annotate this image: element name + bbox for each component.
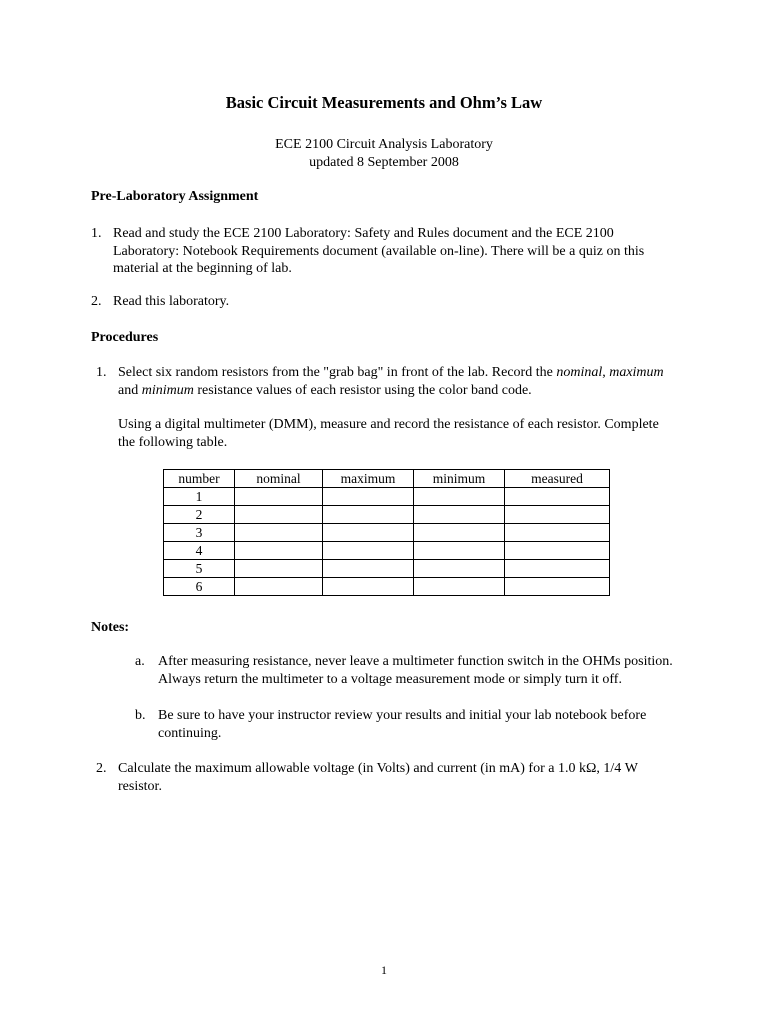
- list-number: 1.: [91, 226, 102, 241]
- row-number: 1: [164, 488, 235, 506]
- resistor-table: [163, 469, 610, 596]
- row-number: 5: [164, 560, 235, 578]
- list-number: 1.: [96, 365, 107, 380]
- table-row: [164, 578, 610, 596]
- list-text: Read this laboratory.: [113, 294, 230, 309]
- list-text: Read and study the ECE 2100 Laboratory: Safety and Rules document and the ECE 2100 Laboratory: Notebook Requirements document (available on-line). There will be a quiz on this material at the beginning of lab.: [113, 226, 645, 276]
- text-segment: resistance values of each resistor using the color band code.: [193, 382, 532, 398]
- list-number: 2.: [91, 294, 102, 309]
- page-number: 1: [381, 963, 387, 977]
- list-text: After measuring resistance, never leave a multimeter function switch in the OHMs position. Always return the multimeter to a voltage measurement mode or simply turn it off.: [158, 654, 673, 687]
- pre-lab-item: [91, 225, 681, 278]
- row-number: 4: [164, 542, 235, 560]
- table-cell: [414, 560, 505, 578]
- table-cell: [235, 542, 323, 560]
- table-cell: [235, 578, 323, 596]
- row-number: 2: [164, 506, 235, 524]
- note-item: [135, 653, 675, 688]
- document-subtitle: ECE 2100 Circuit Analysis Laboratory: [275, 137, 493, 152]
- table-cell: [505, 506, 610, 524]
- procedures-heading: Procedures: [91, 330, 159, 345]
- list-text: [118, 364, 676, 399]
- table-cell: [414, 578, 505, 596]
- pre-lab-item: [91, 293, 681, 311]
- row-number: 3: [164, 524, 235, 542]
- pre-lab-heading: Pre-Laboratory Assignment: [91, 189, 259, 204]
- list-text: Calculate the maximum allowable voltage (in Volts) and current (in mA) for a 1.0 kΩ, 1/4 W resistor.: [118, 761, 638, 794]
- table-row: [164, 488, 610, 506]
- table-row: [164, 542, 610, 560]
- note-item: [135, 707, 675, 742]
- column-header-number: number: [164, 470, 235, 488]
- table-cell: [323, 560, 414, 578]
- row-number: 6: [164, 578, 235, 596]
- table-header-row: [164, 470, 610, 488]
- table-cell: [235, 560, 323, 578]
- table-cell: [505, 578, 610, 596]
- text-segment: and: [118, 382, 142, 398]
- table-cell: [505, 542, 610, 560]
- procedure-item: [96, 364, 676, 399]
- table-cell: [235, 506, 323, 524]
- table-row: [164, 506, 610, 524]
- table-cell: [414, 488, 505, 506]
- column-header-measured: measured: [505, 470, 610, 488]
- column-header-minimum: minimum: [414, 470, 505, 488]
- table-cell: [235, 524, 323, 542]
- table-cell: [235, 488, 323, 506]
- emphasis-minimum: minimum: [141, 382, 194, 398]
- table-cell: [323, 506, 414, 524]
- table-cell: [414, 542, 505, 560]
- table-cell: [505, 524, 610, 542]
- table-cell: [323, 542, 414, 560]
- table-cell: [505, 488, 610, 506]
- column-header-nominal: nominal: [235, 470, 323, 488]
- list-letter: a.: [135, 654, 145, 669]
- list-letter: b.: [135, 708, 146, 723]
- text-segment: ,: [602, 365, 610, 380]
- table-cell: [323, 524, 414, 542]
- document-title: Basic Circuit Measurements and Ohm’s Law: [225, 93, 543, 112]
- column-header-maximum: maximum: [323, 470, 414, 488]
- list-text: Be sure to have your instructor review your results and initial your lab notebook before continuing.: [158, 708, 647, 741]
- emphasis-maximum: maximum: [609, 365, 664, 380]
- dmm-instructions: Using a digital multimeter (DMM), measure and record the resistance of each resistor. Complete the following table.: [118, 417, 659, 450]
- table-cell: [414, 506, 505, 524]
- table-cell: [323, 488, 414, 506]
- text-segment: Select six random resistors from the "grab bag" in front of the lab. Record the: [118, 365, 557, 380]
- procedure-item: [96, 760, 676, 795]
- document-updated-date: updated 8 September 2008: [309, 155, 459, 170]
- table-row: [164, 560, 610, 578]
- emphasis-nominal: nominal: [556, 365, 603, 380]
- table-cell: [414, 524, 505, 542]
- notes-heading: Notes:: [91, 620, 130, 635]
- table-cell: [323, 578, 414, 596]
- table-cell: [505, 560, 610, 578]
- list-number: 2.: [96, 761, 107, 776]
- table-row: [164, 524, 610, 542]
